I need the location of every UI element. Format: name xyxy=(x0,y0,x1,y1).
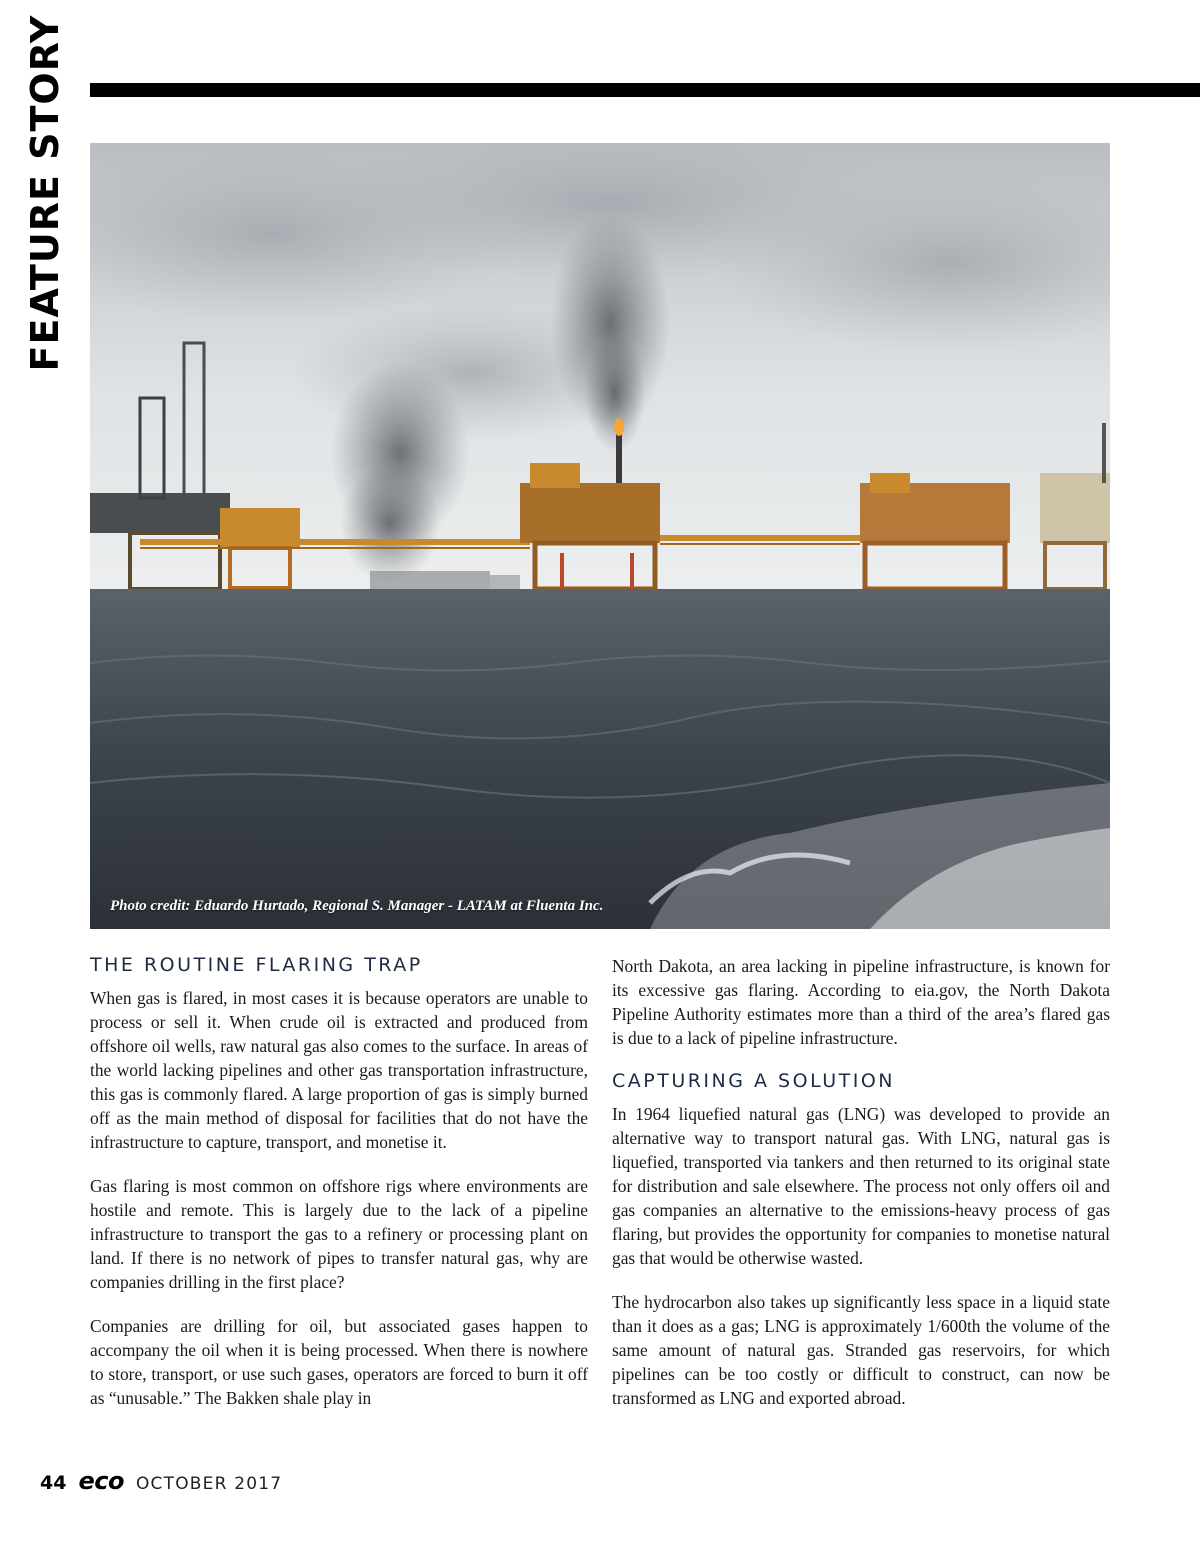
section-tab xyxy=(22,14,68,371)
paragraph: In 1964 liquefied natural gas (LNG) was developed to provide an alternative way to transport natural gas. With LNG, natural gas is liquefied, transported via tankers and then returned to its original state for distribution and sale elsewhere. The process not only offers oil and gas companies an alternative to the emissions-heavy process of gas flaring, but provides the opportunity for companies to monetise natural gas that would be otherwise wasted. xyxy=(612,1104,1110,1268)
offshore-platforms-illustration xyxy=(90,143,1110,929)
magazine-logo: eco xyxy=(78,1467,124,1495)
feature-photo xyxy=(90,143,1110,929)
issue-date: OCTOBER 2017 xyxy=(135,1474,283,1494)
section-heading-flaring: THE ROUTINE FLARING TRAP xyxy=(90,954,423,976)
page-number: 44 xyxy=(40,1472,67,1494)
paragraph: Gas flaring is most common on offshore rigs where environments are hostile and remote. This is largely due to the lack of a pipeline infrastructure to transport the gas to a refinery or processing plant on land. If there is no network of pipes to transfer natural gas, why are companies drilling in the first place? xyxy=(90,1176,588,1292)
paragraph-continuation: North Dakota, an area lacking in pipeline infrastructure, is known for its excessive gas flaring. According to eia.gov, the North Dakota Pipeline Authority estimates more than a third of the area’s flared gas is due to a lack of pipeline infrastructure. xyxy=(612,956,1110,1048)
section-heading-solution: CAPTURING A SOLUTION xyxy=(612,1070,895,1092)
photo-credit: Photo credit: Eduardo Hurtado, Regional S. Manager - LATAM at Fluenta Inc. xyxy=(110,898,604,914)
paragraph: Companies are drilling for oil, but associated gases happen to accompany the oil when it is being processed. When there is nowhere to store, transport, or use such gases, operators are forced to burn it off as “unusable.” The Bakken shale play in xyxy=(90,1316,588,1408)
paragraph: When gas is flared, in most cases it is because operators are unable to process or sell it. When crude oil is extracted and produced from offshore oil wells, raw natural gas also comes to the surface. In areas of the world lacking pipelines and other gas transportation infrastructure, this gas is commonly flared. A large proportion of gas is simply burned off as the main method of disposal for facilities that do not have the infrastructure to capture, transport, and monetise it. xyxy=(90,988,588,1152)
left-column xyxy=(90,954,588,1430)
paragraph: The hydrocarbon also takes up significantly less space in a liquid state than it does as a gas; LNG is approximately 1/600th the volume of the same amount of natural gas. Stranded gas reservoirs, for which pipelines can be too costly or difficult to construct, can now be transformed as LNG and exported abroad. xyxy=(612,1292,1110,1408)
right-column xyxy=(612,954,1110,1430)
section-tab-label: FEATURE STORY xyxy=(23,14,67,371)
page-footer xyxy=(40,1467,282,1497)
top-rule xyxy=(90,83,1200,97)
